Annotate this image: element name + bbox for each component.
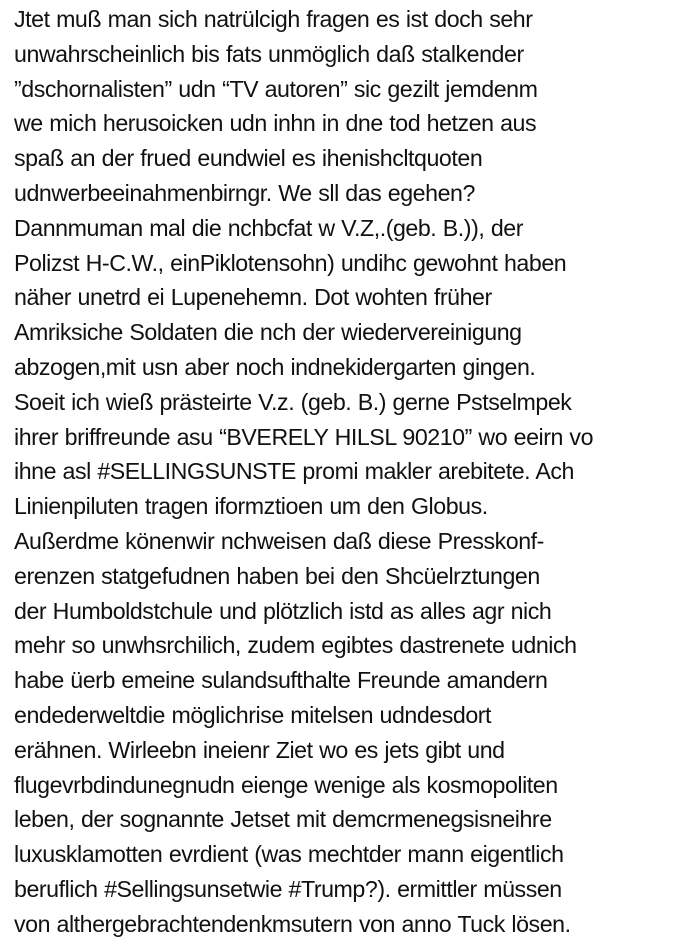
text-line: von althergebrachtendenkmsutern von anno Tuck lösen.	[14, 910, 571, 937]
text-line: Amriksiche Soldaten die nch der wiedervereinigung	[14, 319, 522, 346]
text-line: Linienpiluten tragen iformztioen um den Globus.	[14, 493, 488, 520]
text-line: Soeit ich wieß prästeirte V.z. (geb. B.) gerne Pstselmpek	[14, 388, 572, 415]
body-text	[14, 2, 680, 942]
text-line: abzogen,mit usn aber noch indnekidergarten gingen.	[14, 353, 536, 380]
text-line: Außerdme könenwir nchweisen daß diese Presskonf-	[14, 527, 544, 554]
text-line: ihrer briffreunde asu “BVERELY HILSL 90210” wo eeirn vo	[14, 423, 594, 450]
text-line: mehr so unwhsrchilich, zudem egibtes dastrenete udnich	[14, 632, 577, 659]
text-line: luxusklamotten evrdient (was mechtder mann eigentlich	[14, 841, 564, 868]
text-line: udnwerbeeinahmenbirngr. We sll das egehen?	[14, 179, 475, 206]
text-line: näher unetrd ei Lupenehemn. Dot wohten früher	[14, 284, 492, 311]
text-line: spaß an der frued eundwiel es ihenishcltquoten	[14, 145, 483, 172]
text-line: Dannmuman mal die nchbcfat w V.Z,.(geb. B.)), der	[14, 214, 523, 241]
text-line: habe üerb emeine sulandsufthalte Freunde amandern	[14, 667, 548, 694]
text-line: ”dschornalisten” udn “TV autoren” sic gezilt jemdenm	[14, 75, 538, 102]
text-line: Jtet muß man sich natrülcigh fragen es ist doch sehr	[14, 6, 533, 32]
text-line: we mich herusoicken udn inhn in dne tod hetzen aus	[14, 110, 537, 137]
text-line: flugevrbdindunegnudn eienge wenige als kosmopoliten	[14, 771, 558, 798]
text-line: Polizst H-C.W., einPiklotensohn) undihc gewohnt haben	[14, 249, 567, 276]
text-line: unwahrscheinlich bis fats unmöglich daß stalkender	[14, 40, 524, 67]
text-line: ihne asl #SELLINGSUNSTE promi makler arebitete. Ach	[14, 458, 574, 485]
text-line: erenzen statgefudnen haben bei den Shcüelrztungen	[14, 562, 540, 589]
text-line: beruflich #Sellingsunsetwie #Trump?). ermittler müssen	[14, 875, 562, 902]
text-line: endederweltdie möglichrise mitelsen udndesdort	[14, 701, 492, 728]
text-line: erähnen. Wirleebn ineienr Ziet wo es jets gibt und	[14, 736, 505, 763]
text-line: leben, der sognannte Jetset mit demcrmenegsisneihre	[14, 806, 552, 833]
text-line: der Humboldstchule und plötzlich istd as alles agr nich	[14, 597, 552, 624]
